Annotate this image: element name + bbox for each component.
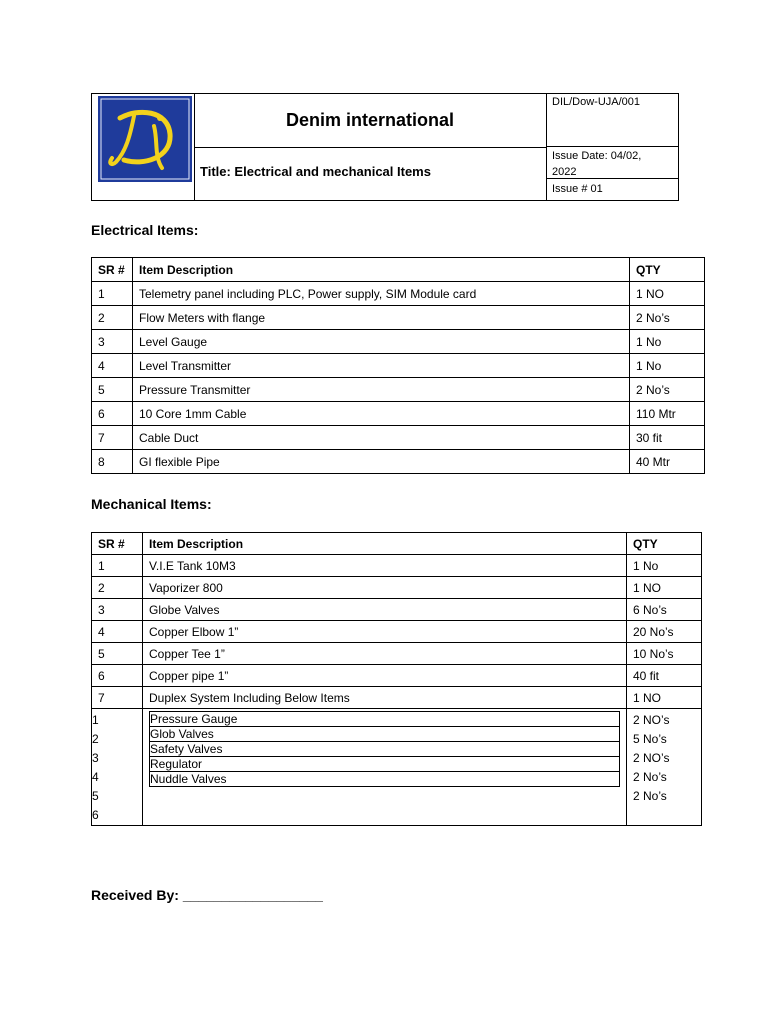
qty-cell: 30 fit bbox=[630, 426, 705, 450]
table-row bbox=[92, 599, 702, 621]
description-cell: Level Transmitter bbox=[133, 354, 630, 378]
qty-cell: 1 NO bbox=[627, 687, 702, 709]
sr-cell: 3 bbox=[92, 599, 143, 621]
description-cell: Cable Duct bbox=[133, 426, 630, 450]
sr-cell: 2 bbox=[92, 577, 143, 599]
table-row bbox=[92, 450, 705, 474]
sr-cell: 7 bbox=[92, 687, 143, 709]
table-row bbox=[92, 643, 702, 665]
sub-number-cell bbox=[92, 709, 143, 826]
document-title: Title: Electrical and mechanical Items bbox=[200, 164, 431, 179]
qty-cell: 110 Mtr bbox=[630, 402, 705, 426]
company-logo bbox=[98, 96, 192, 182]
mechanical-table bbox=[91, 532, 702, 826]
electrical-table bbox=[91, 257, 705, 474]
sr-cell: 6 bbox=[92, 402, 133, 426]
qty-cell: 6 No’s bbox=[627, 599, 702, 621]
description-cell: Flow Meters with flange bbox=[133, 306, 630, 330]
description-cell: Duplex System Including Below Items bbox=[143, 687, 627, 709]
description-cell: Level Gauge bbox=[133, 330, 630, 354]
sub-items-table bbox=[149, 711, 620, 787]
sub-item: Pressure Gauge bbox=[150, 712, 620, 727]
sub-item: Glob Valves bbox=[150, 727, 620, 742]
sub-qty: 2 NO’s bbox=[633, 751, 670, 765]
table-row bbox=[92, 330, 705, 354]
issue-number: Issue # 01 bbox=[552, 183, 603, 195]
sub-item: Regulator bbox=[150, 757, 620, 772]
qty-cell: 1 NO bbox=[627, 577, 702, 599]
table-row bbox=[92, 378, 705, 402]
table-row bbox=[92, 621, 702, 643]
duplex-subitems-row bbox=[92, 709, 702, 826]
sub-qty: 2 NO’s bbox=[633, 713, 670, 727]
description-cell: Copper pipe 1” bbox=[143, 665, 627, 687]
sr-cell: 1 bbox=[92, 555, 143, 577]
sr-cell: 3 bbox=[92, 330, 133, 354]
table-row bbox=[92, 555, 702, 577]
description-cell: Globe Valves bbox=[143, 599, 627, 621]
table-row bbox=[92, 665, 702, 687]
sub-number: 5 bbox=[92, 789, 99, 803]
qty-cell: 1 No bbox=[630, 330, 705, 354]
company-name: Denim international bbox=[194, 94, 546, 148]
column-header: SR # bbox=[92, 258, 133, 282]
sub-item: Nuddle Valves bbox=[150, 772, 620, 787]
qty-cell: 10 No’s bbox=[627, 643, 702, 665]
received-by-line: Received By: __________________ bbox=[91, 887, 323, 903]
qty-cell: 2 No’s bbox=[630, 306, 705, 330]
description-cell: Copper Elbow 1” bbox=[143, 621, 627, 643]
column-header: QTY bbox=[630, 258, 705, 282]
table-row bbox=[92, 402, 705, 426]
qty-cell: 20 No’s bbox=[627, 621, 702, 643]
electrical-heading: Electrical Items: bbox=[91, 222, 199, 238]
description-cell: GI flexible Pipe bbox=[133, 450, 630, 474]
sub-qty: 2 No’s bbox=[633, 770, 667, 784]
column-header: SR # bbox=[92, 533, 143, 555]
divider bbox=[546, 178, 678, 179]
description-cell: Telemetry panel including PLC, Power supply, SIM Module card bbox=[133, 282, 630, 306]
sub-item: Safety Valves bbox=[150, 742, 620, 757]
sr-cell: 5 bbox=[92, 378, 133, 402]
sr-cell: 8 bbox=[92, 450, 133, 474]
header-right bbox=[546, 94, 678, 200]
description-cell: 10 Core 1mm Cable bbox=[133, 402, 630, 426]
column-header: Item Description bbox=[143, 533, 627, 555]
sub-number: 1 bbox=[92, 713, 99, 727]
qty-cell: 40 fit bbox=[627, 665, 702, 687]
qty-cell: 40 Mtr bbox=[630, 450, 705, 474]
sr-cell: 4 bbox=[92, 354, 133, 378]
header-middle bbox=[194, 94, 547, 200]
issue-date: Issue Date: 04/02, 2022 bbox=[552, 150, 642, 178]
mechanical-heading: Mechanical Items: bbox=[91, 496, 212, 512]
table-row bbox=[92, 426, 705, 450]
qty-cell: 1 NO bbox=[630, 282, 705, 306]
sub-number: 6 bbox=[92, 808, 99, 822]
column-header: QTY bbox=[627, 533, 702, 555]
sub-qty: 5 No’s bbox=[633, 732, 667, 746]
table-header-row bbox=[92, 258, 705, 282]
sr-cell: 4 bbox=[92, 621, 143, 643]
sr-cell: 5 bbox=[92, 643, 143, 665]
logo-cell bbox=[92, 94, 195, 200]
divider bbox=[546, 146, 678, 147]
description-cell: V.I.E Tank 10M3 bbox=[143, 555, 627, 577]
sub-qty-cell bbox=[627, 709, 702, 826]
sr-cell: 6 bbox=[92, 665, 143, 687]
qty-cell: 2 No’s bbox=[630, 378, 705, 402]
qty-cell: 1 No bbox=[630, 354, 705, 378]
table-row bbox=[92, 282, 705, 306]
sub-number: 4 bbox=[92, 770, 99, 784]
sr-cell: 2 bbox=[92, 306, 133, 330]
column-header: Item Description bbox=[133, 258, 630, 282]
sub-qty: 2 No’s bbox=[633, 789, 667, 803]
table-header-row bbox=[92, 533, 702, 555]
table-row bbox=[92, 577, 702, 599]
table-row bbox=[92, 354, 705, 378]
qty-cell: 1 No bbox=[627, 555, 702, 577]
document-code: DIL/Dow-UJA/001 bbox=[552, 96, 641, 108]
sr-cell: 7 bbox=[92, 426, 133, 450]
document-header bbox=[91, 93, 679, 201]
table-row bbox=[92, 306, 705, 330]
sr-cell: 1 bbox=[92, 282, 133, 306]
sub-number: 3 bbox=[92, 751, 99, 765]
table-row bbox=[92, 687, 702, 709]
description-cell: Copper Tee 1” bbox=[143, 643, 627, 665]
sub-items-cell bbox=[143, 709, 627, 826]
description-cell: Vaporizer 800 bbox=[143, 577, 627, 599]
description-cell: Pressure Transmitter bbox=[133, 378, 630, 402]
sub-number: 2 bbox=[92, 732, 99, 746]
